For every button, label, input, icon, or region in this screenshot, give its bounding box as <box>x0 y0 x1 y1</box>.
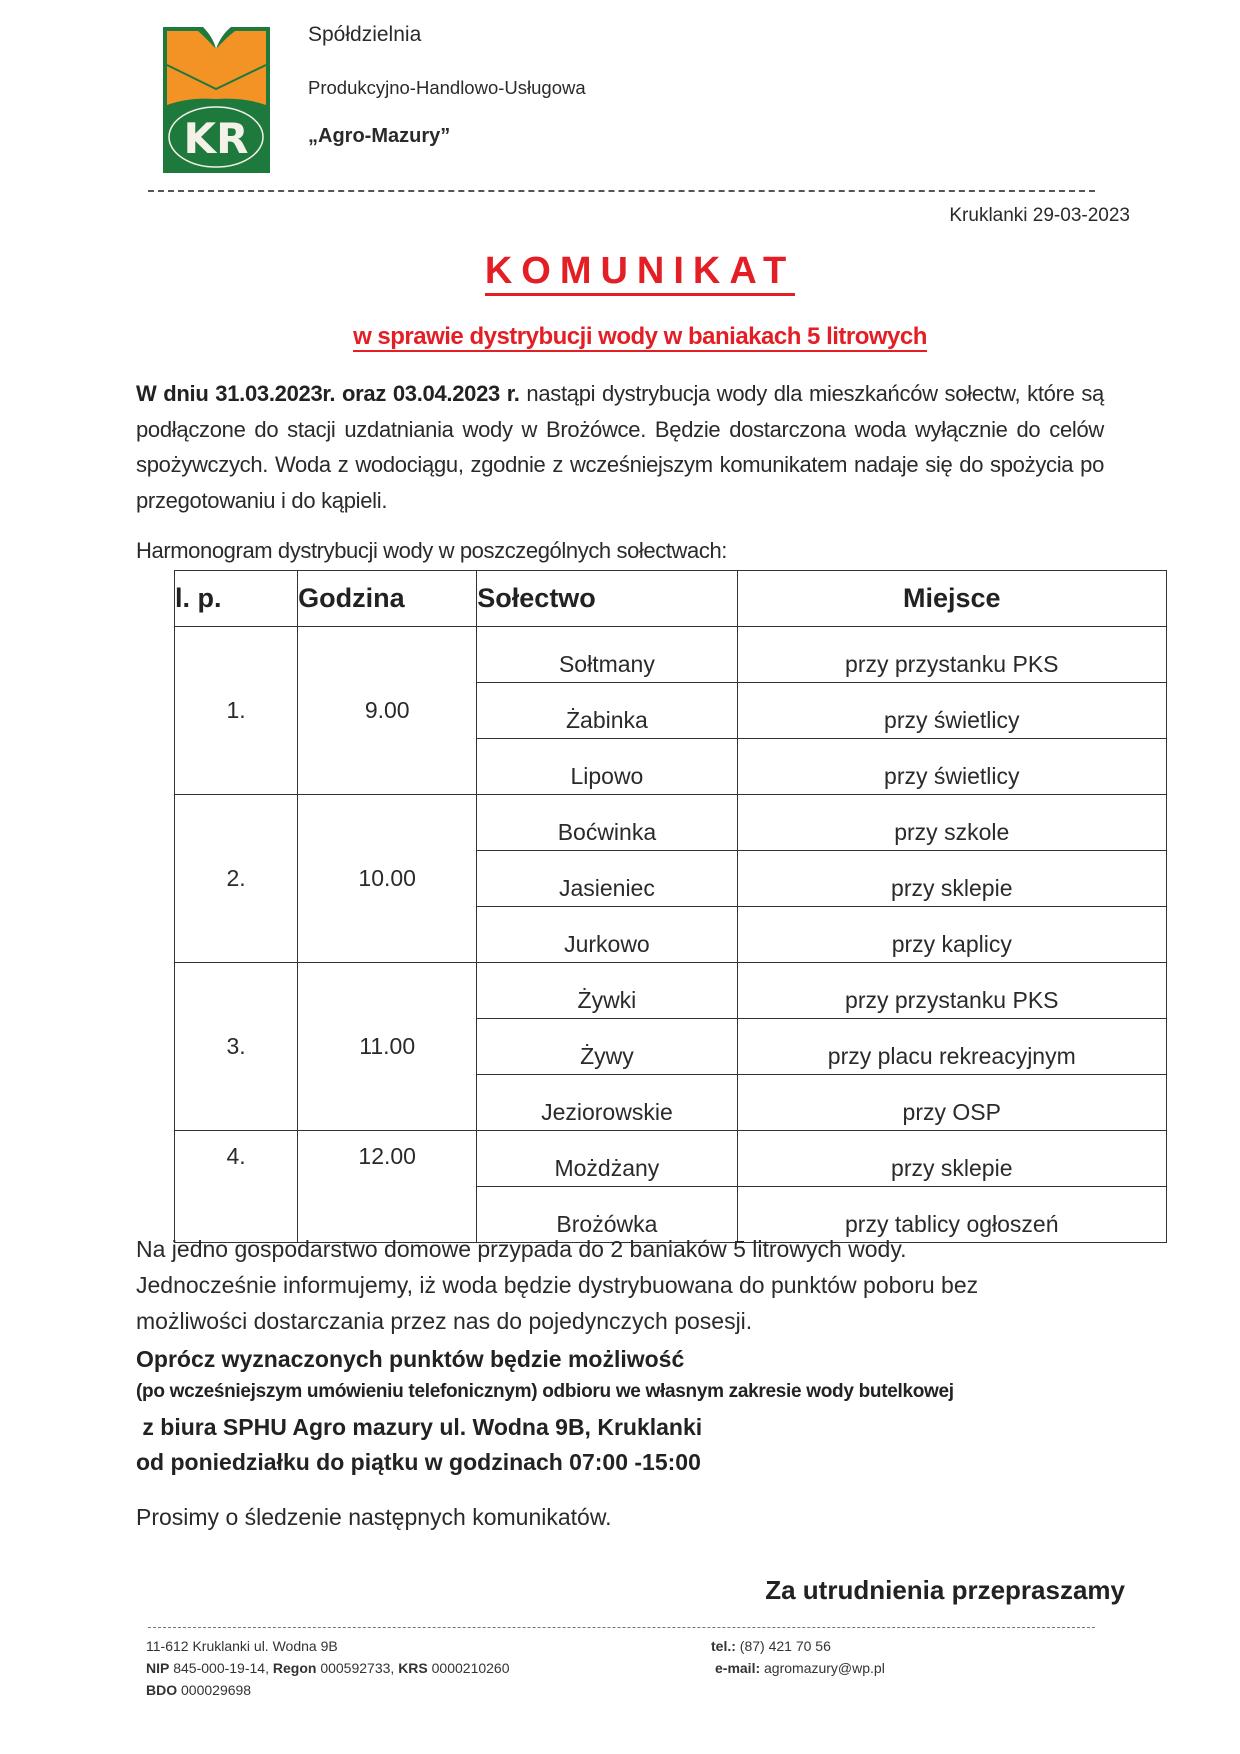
footer-registry: NIP 845-000-19-14, Regon 000592733, KRS 0000210260 <box>146 1660 510 1676</box>
schedule-table <box>174 570 1167 1243</box>
schedule-intro: Harmonogram dystrybucji wody w poszczególnych sołectwach: <box>136 538 728 563</box>
table-row <box>175 795 1167 851</box>
cell-lp: 2. <box>175 795 298 963</box>
apology-text: Za utrudnienia przepraszamy <box>765 1575 1125 1605</box>
cell-place: przy sklepie <box>737 851 1166 907</box>
cell-place: przy świetlicy <box>737 683 1166 739</box>
pickup-line-3: z biura SPHU Agro mazury ul. Wodna 9B, Kruklanki <box>136 1414 703 1440</box>
follow-text: Prosimy o śledzenie następnych komunikatów. <box>136 1504 612 1530</box>
cell-village: Brożówka <box>477 1187 737 1243</box>
org-name-line3: „Agro-Mazury” <box>308 125 451 147</box>
table-row <box>175 627 1167 683</box>
table-row <box>175 963 1167 1019</box>
cell-place: przy tablicy ogłoszeń <box>737 1187 1166 1243</box>
header-divider <box>148 190 1095 192</box>
cell-village: Jasieniec <box>477 851 737 907</box>
info-paragraph <box>136 1231 1136 1339</box>
cell-village: Sołtmany <box>477 627 737 683</box>
logo-text: KR <box>183 114 249 163</box>
cell-village: Żabinka <box>477 683 737 739</box>
header-lp: l. p. <box>175 571 298 627</box>
info-line: Jednocześnie informujemy, iż woda będzie dystrybuowana do punktów poboru bez <box>136 1272 979 1298</box>
document-subtitle: w sprawie dystrybucji wody w baniakach 5 litrowych <box>353 323 927 350</box>
cell-time: 10.00 <box>298 795 477 963</box>
cell-lp: 3. <box>175 963 298 1131</box>
cell-village: Boćwinka <box>477 795 737 851</box>
pickup-line-1: Oprócz wyznaczonych punktów będzie możliwość <box>136 1346 685 1372</box>
company-logo <box>163 27 270 173</box>
cell-village: Możdżany <box>477 1131 737 1187</box>
cell-place: przy przystanku PKS <box>737 627 1166 683</box>
table-header-row <box>175 571 1167 627</box>
intro-paragraph <box>136 376 1104 519</box>
intro-text: nastąpi dystrybucja wody dla mieszkańców sołectw, które są podłączone do stacji uzdatniania wody w Brożówce. Będzie dostarczona woda wyłącznie do celów spożywczych. Woda z wodociągu, zgodnie z wcześniejszym komunikatem nadaje się do spożycia po przegotowaniu i do kąpieli. <box>136 381 1104 514</box>
document-title: KOMUNIKAT <box>0 250 1240 293</box>
cell-village: Jeziorowskie <box>477 1075 737 1131</box>
cell-village: Jurkowo <box>477 907 737 963</box>
cell-place: przy placu rekreacyjnym <box>737 1019 1166 1075</box>
org-name-line1: Spółdzielnia <box>308 23 422 46</box>
footer-phone: tel.: (87) 421 70 56 <box>711 1638 831 1654</box>
pickup-line-2: (po wcześniejszym umówieniu telefonicznym) odbioru we własnym zakresie wody butelkowej <box>136 1381 954 1402</box>
footer-email[interactable]: e-mail: agromazury@wp.pl <box>715 1660 885 1676</box>
cell-place: przy kaplicy <box>737 907 1166 963</box>
header-village: Sołectwo <box>477 571 737 627</box>
pickup-line-4: od poniedziałku do piątku w godzinach 07:00 -15:00 <box>136 1449 701 1475</box>
cell-lp: 4. <box>175 1131 298 1243</box>
info-line: Na jedno gospodarstwo domowe przypada do 2 baniaków 5 litrowych wody. <box>136 1236 907 1262</box>
org-name-line2: Produkcyjno-Handlowo-Usługowa <box>308 77 586 98</box>
cell-place: przy sklepie <box>737 1131 1166 1187</box>
cell-time: 12.00 <box>298 1131 477 1243</box>
cell-place: przy przystanku PKS <box>737 963 1166 1019</box>
header-place: Miejsce <box>737 571 1166 627</box>
cell-place: przy szkole <box>737 795 1166 851</box>
cell-lp: 1. <box>175 627 298 795</box>
table-row <box>175 1131 1167 1187</box>
footer-address: 11-612 Kruklanki ul. Wodna 9B <box>146 1638 338 1654</box>
header-time: Godzina <box>298 571 477 627</box>
footer-bdo: BDO 000029698 <box>146 1682 252 1698</box>
cell-village: Lipowo <box>477 739 737 795</box>
footer-divider <box>148 1627 1095 1628</box>
info-line: możliwości dostarczania przez nas do pojedynczych posesji. <box>136 1308 753 1334</box>
cell-village: Żywki <box>477 963 737 1019</box>
cell-time: 9.00 <box>298 627 477 795</box>
intro-dates: W dniu 31.03.2023r. oraz 03.04.2023 r. <box>136 381 520 406</box>
cell-village: Żywy <box>477 1019 737 1075</box>
cell-place: przy świetlicy <box>737 739 1166 795</box>
cell-place: przy OSP <box>737 1075 1166 1131</box>
place-date: Kruklanki 29-03-2023 <box>949 205 1130 226</box>
cell-time: 11.00 <box>298 963 477 1131</box>
